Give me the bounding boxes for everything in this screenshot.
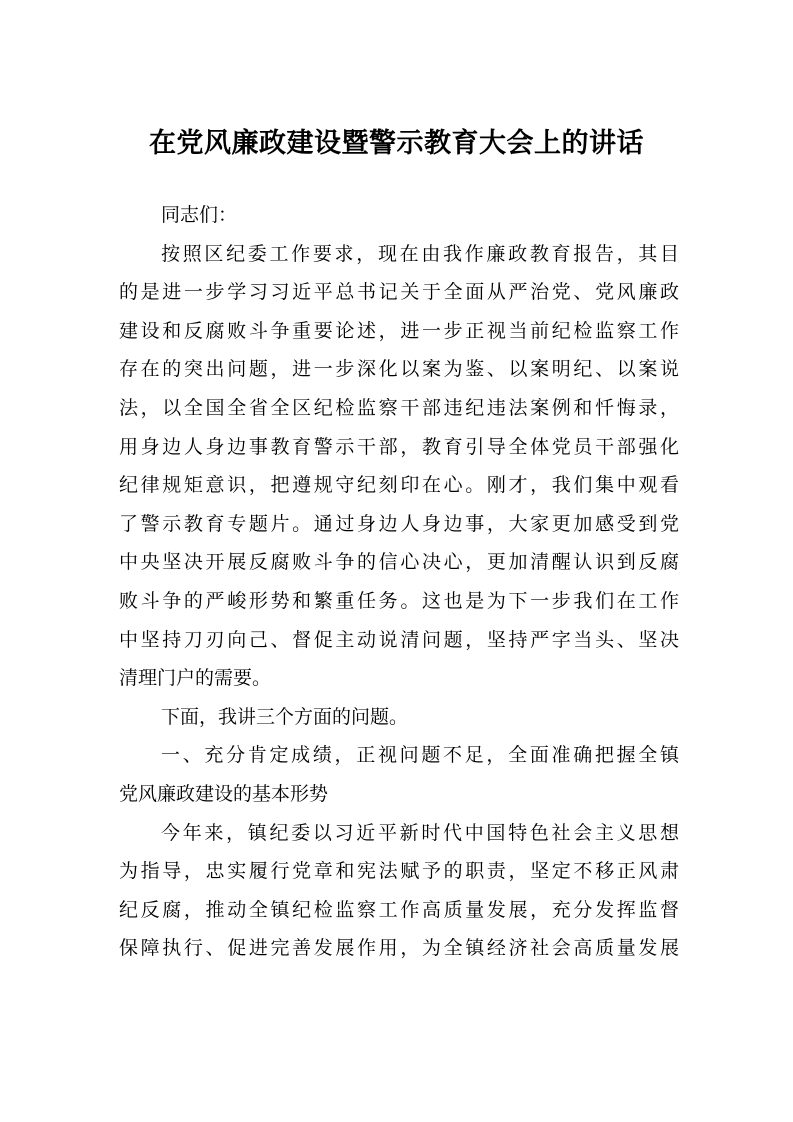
document-title: 在党风廉政建设暨警示教育大会上的讲话 bbox=[149, 128, 644, 159]
document-body bbox=[119, 196, 679, 968]
text-line: 中央坚决开展反腐败斗争的信心决心，更加清醒认识到反腐 bbox=[119, 551, 679, 574]
text-line: 保障执行、促进完善发展作用，为全镇经济社会高质量发展 bbox=[119, 937, 679, 960]
text-line: 的是进一步学习习近平总书记关于全面从严治党、党风廉政 bbox=[119, 281, 679, 304]
text-line: 为指导，忠实履行党章和宪法赋予的职责，坚定不移正风肃 bbox=[119, 860, 679, 883]
text-line: 纪反腐，推动全镇纪检监察工作高质量发展，充分发挥监督 bbox=[119, 898, 679, 921]
text-line: 党风廉政建设的基本形势 bbox=[119, 782, 329, 805]
text-line: 一、充分肯定成绩，正视问题不足，全面准确把握全镇 bbox=[161, 744, 679, 767]
text-line: 建设和反腐败斗争重要论述，进一步正视当前纪检监察工作 bbox=[119, 319, 679, 342]
text-line: 中坚持刀刃向己、督促主动说清问题，坚持严字当头、坚决 bbox=[119, 628, 679, 651]
text-line: 败斗争的严峻形势和繁重任务。这也是为下一步我们在工作 bbox=[119, 589, 679, 612]
text-line: 清理门户的需要。 bbox=[119, 667, 272, 690]
text-line: 按照区纪委工作要求，现在由我作廉政教育报告，其目 bbox=[161, 242, 679, 265]
text-line: 下面，我讲三个方面的问题。 bbox=[161, 705, 409, 728]
text-line: 存在的突出问题，进一步深化以案为鉴、以案明纪、以案说 bbox=[119, 358, 679, 381]
text-line: 了警示教育专题片。通过身边人身边事，大家更加感受到党 bbox=[119, 512, 679, 535]
text-line: 今年来，镇纪委以习近平新时代中国特色社会主义思想 bbox=[161, 821, 679, 844]
text-line: 用身边人身边事教育警示干部，教育引导全体党员干部强化 bbox=[119, 435, 679, 458]
text-line: 纪律规矩意识，把遵规守纪刻印在心。刚才，我们集中观看 bbox=[119, 474, 679, 497]
text-line: 同志们： bbox=[161, 204, 238, 226]
text-line: 法，以全国全省全区纪检监察干部违纪违法案例和忏悔录， bbox=[119, 396, 679, 419]
